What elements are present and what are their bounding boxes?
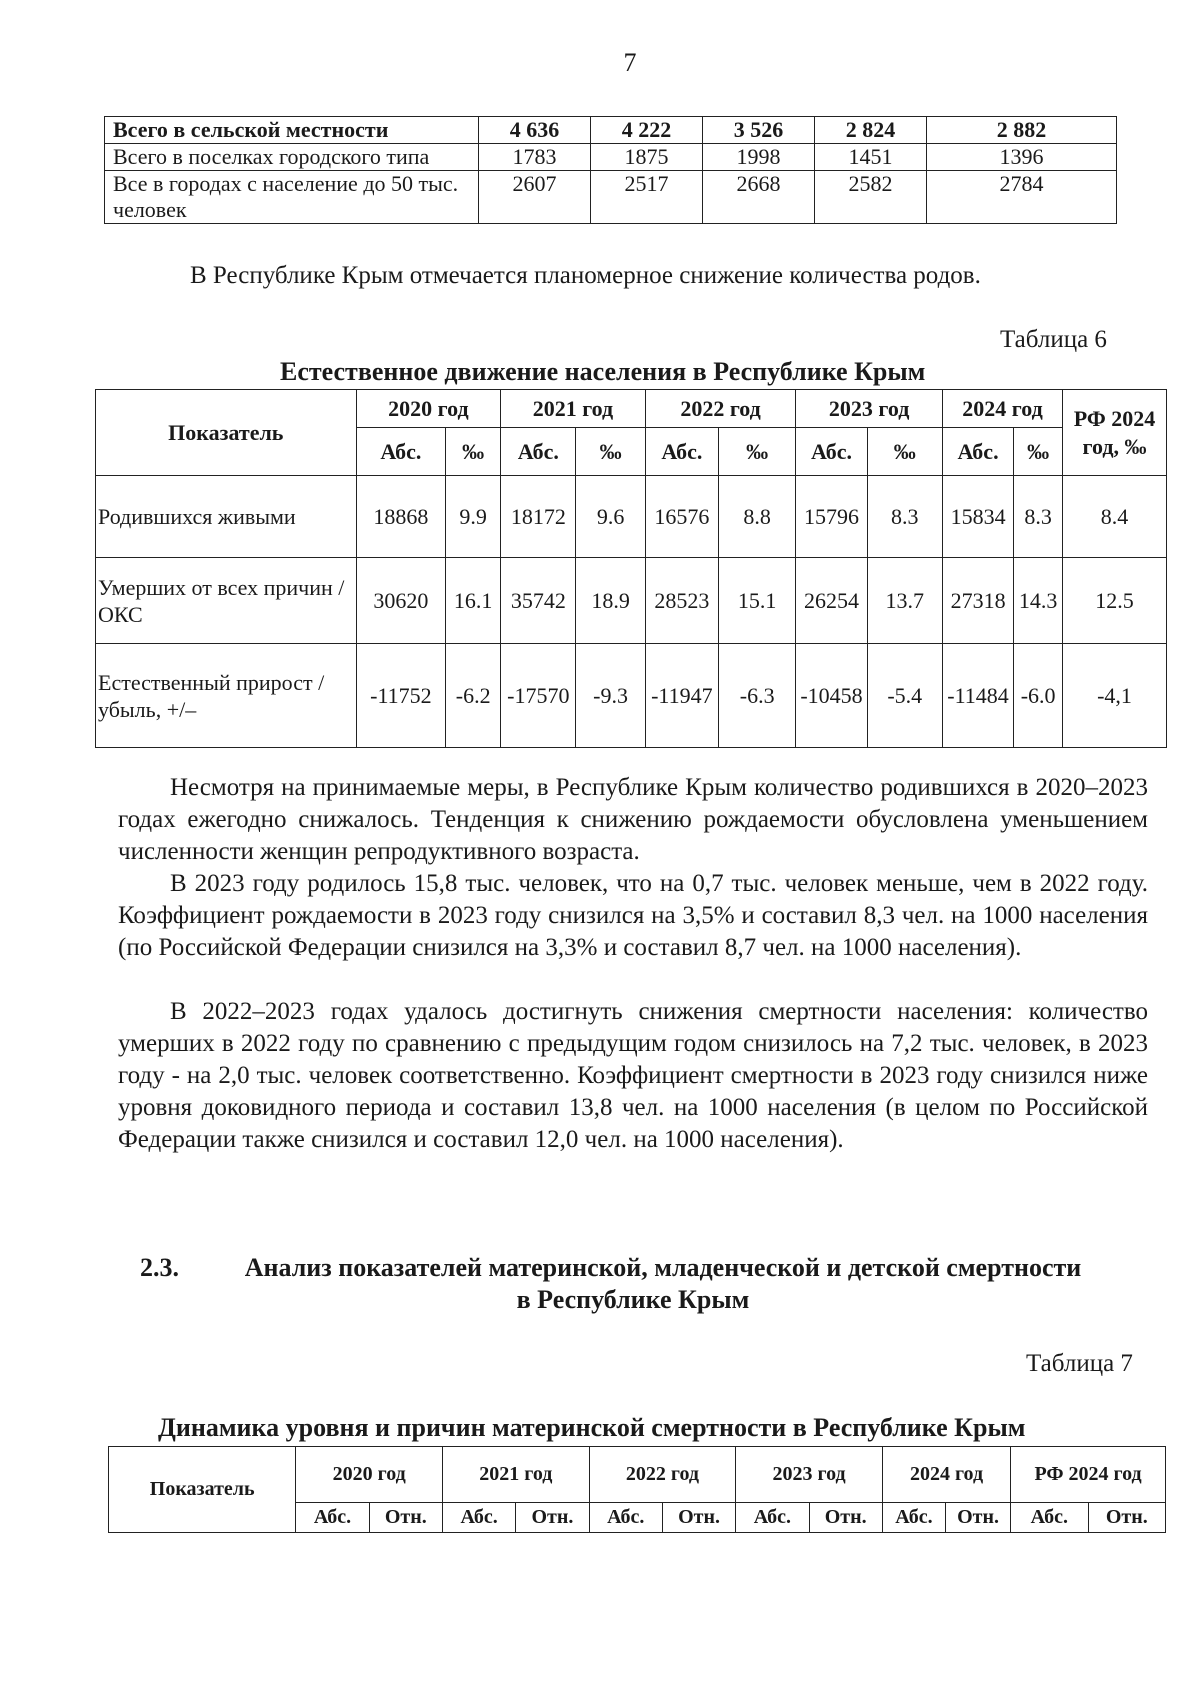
row-label: Умерших от всех причин / ОКС — [96, 558, 357, 644]
natural-movement-table — [95, 389, 1167, 748]
rel-header: Отн. — [809, 1503, 882, 1533]
table-cell: 3 526 — [703, 117, 815, 144]
table-cell: 9.9 — [446, 476, 501, 558]
table-cell: 13.7 — [867, 558, 942, 644]
rel-header: ‰ — [576, 428, 645, 476]
table-row — [105, 117, 1117, 144]
abs-header: Абс. — [882, 1503, 945, 1533]
abs-header: Абс. — [796, 428, 867, 476]
rel-header: Отн. — [662, 1503, 735, 1533]
table-row — [105, 144, 1117, 171]
section-title-line1: Анализ показателей материнской, младенческой и детской смертности — [244, 1253, 1082, 1282]
year-header: 2024 год — [882, 1447, 1010, 1503]
table-row — [96, 644, 1167, 748]
table-cell: 14.3 — [1014, 558, 1063, 644]
table-cell: 15834 — [942, 476, 1013, 558]
rel-header: Отн. — [945, 1503, 1010, 1533]
abs-header: Абс. — [296, 1503, 369, 1533]
table-row — [96, 558, 1167, 644]
paragraph-mortality: В 2022–2023 годах удалось достигнуть снижения смертности населения: количество умерших в 2022 году по сравнению с предыдущим годом снизилось на 7,2 тыс. человек, в 2023 году - на 2,0 тыс. человек соответственно. Коэффициент смертности в 2023 году снизился ниже уровня доковидного периода и составил 13,8 чел. на 1000 населения (в целом по Российской Федерации также снизился и составил 12,0 чел. на 1000 населения). — [118, 998, 1148, 1153]
table-cell: 26254 — [796, 558, 867, 644]
rf-header: РФ 2024 год — [1011, 1447, 1166, 1503]
table-cell: 15796 — [796, 476, 867, 558]
rel-header: ‰ — [867, 428, 942, 476]
rel-header: ‰ — [446, 428, 501, 476]
year-header: 2023 год — [736, 1447, 883, 1503]
table-cell: 30620 — [356, 558, 446, 644]
abs-header: Абс. — [501, 428, 576, 476]
abs-header: Абс. — [942, 428, 1013, 476]
table-cell: 18.9 — [576, 558, 645, 644]
page-number: 7 — [623, 48, 637, 77]
table-cell: 28523 — [645, 558, 718, 644]
table-header-row — [109, 1447, 1166, 1503]
table-cell: 4 222 — [591, 117, 703, 144]
section-number: 2.3. — [140, 1253, 179, 1282]
table-cell: 27318 — [942, 558, 1013, 644]
table-cell: 12.5 — [1063, 558, 1167, 644]
table-cell: 8.3 — [1014, 476, 1063, 558]
births-sentence: В Республике Крым отмечается планомерное снижение количества родов. — [190, 262, 981, 289]
year-header: 2021 год — [501, 390, 646, 428]
abs-header: Абс. — [356, 428, 446, 476]
row-label: Всего в сельской местности — [105, 117, 479, 144]
table-cell: 18868 — [356, 476, 446, 558]
births-by-settlement-table — [104, 116, 1117, 224]
table-cell: 8.8 — [719, 476, 796, 558]
table-cell: 18172 — [501, 476, 576, 558]
year-header: 2021 год — [442, 1447, 589, 1503]
table-header-row — [96, 390, 1167, 428]
table-row — [105, 171, 1117, 224]
rel-header: Отн. — [1088, 1503, 1165, 1533]
year-header: 2020 год — [296, 1447, 443, 1503]
rel-header: Отн. — [516, 1503, 589, 1533]
abs-header: Абс. — [736, 1503, 809, 1533]
table-cell: 1396 — [927, 144, 1117, 171]
table6-caption: Таблица 6 — [1000, 326, 1107, 353]
table-cell: -11752 — [356, 644, 446, 748]
year-header: 2024 год — [942, 390, 1062, 428]
table-cell: -6.3 — [719, 644, 796, 748]
table7-caption: Таблица 7 — [1026, 1350, 1133, 1377]
table-cell: 4 636 — [479, 117, 591, 144]
abs-header: Абс. — [589, 1503, 662, 1533]
table-cell: 2668 — [703, 171, 815, 224]
section-heading — [118, 1252, 1148, 1316]
rel-header: ‰ — [719, 428, 796, 476]
rel-header: ‰ — [1014, 428, 1063, 476]
table-cell: 15.1 — [719, 558, 796, 644]
table-cell: 1783 — [479, 144, 591, 171]
table-cell: -11484 — [942, 644, 1013, 748]
table-cell: -5.4 — [867, 644, 942, 748]
table-cell: -9.3 — [576, 644, 645, 748]
table-cell: 8.4 — [1063, 476, 1167, 558]
table6-title: Естественное движение населения в Республике Крым — [280, 357, 926, 386]
year-header: 2020 год — [356, 390, 501, 428]
table-cell: -6.0 — [1014, 644, 1063, 748]
abs-header: Абс. — [442, 1503, 515, 1533]
table-cell: -11947 — [645, 644, 718, 748]
table7-title: Динамика уровня и причин материнской смертности в Республике Крым — [158, 1413, 1026, 1442]
table-cell: -6.2 — [446, 644, 501, 748]
table-cell: -17570 — [501, 644, 576, 748]
year-header: 2022 год — [589, 1447, 736, 1503]
indicator-header: Показатель — [109, 1447, 296, 1533]
table-cell: 2784 — [927, 171, 1117, 224]
table-cell: 8.3 — [867, 476, 942, 558]
row-label: Родившихся живыми — [96, 476, 357, 558]
row-label: Все в городах с население до 50 тыс. человек — [105, 171, 479, 224]
table-cell: -10458 — [796, 644, 867, 748]
maternal-mortality-table — [108, 1446, 1166, 1533]
section-title-line2: в Республике Крым — [516, 1285, 750, 1314]
table-cell: 16.1 — [446, 558, 501, 644]
year-header: 2022 год — [645, 390, 796, 428]
abs-header: Абс. — [645, 428, 718, 476]
table-row — [96, 476, 1167, 558]
table-cell: 2607 — [479, 171, 591, 224]
rel-header: Отн. — [369, 1503, 442, 1533]
year-header: 2023 год — [796, 390, 943, 428]
table-cell: 2582 — [815, 171, 927, 224]
table-cell: 1451 — [815, 144, 927, 171]
row-label: Всего в поселках городского типа — [105, 144, 479, 171]
table-cell: 1875 — [591, 144, 703, 171]
paragraph-births-decline: Несмотря на принимаемые меры, в Республике Крым количество родившихся в 2020–2023 годах ежегодно снижалось. Тенденция к снижению рождаемости обусловлена уменьшением численности женщин репродуктивного возраста. — [118, 774, 1148, 865]
abs-header: Абс. — [1011, 1503, 1088, 1533]
table-cell: 9.6 — [576, 476, 645, 558]
paragraph-births-2023: В 2023 году родилось 15,8 тыс. человек, что на 0,7 тыс. человек меньше, чем в 2022 году. Коэффициент рождаемости в 2023 году снизился на 3,5% и составил 8,3 чел. на 1000 населения (по Российской Федерации снизился на 3,3% и составил 8,7 чел. на 1000 населения). — [118, 870, 1148, 961]
indicator-header: Показатель — [96, 390, 357, 476]
row-label: Естественный прирост / убыль, +/– — [96, 644, 357, 748]
table-cell: 1998 — [703, 144, 815, 171]
table-cell: 16576 — [645, 476, 718, 558]
table-cell: 2517 — [591, 171, 703, 224]
table-cell: 2 882 — [927, 117, 1117, 144]
table-cell: 2 824 — [815, 117, 927, 144]
table-cell: 35742 — [501, 558, 576, 644]
table-cell: -4,1 — [1063, 644, 1167, 748]
rf-header: РФ 2024 год, ‰ — [1063, 390, 1167, 476]
